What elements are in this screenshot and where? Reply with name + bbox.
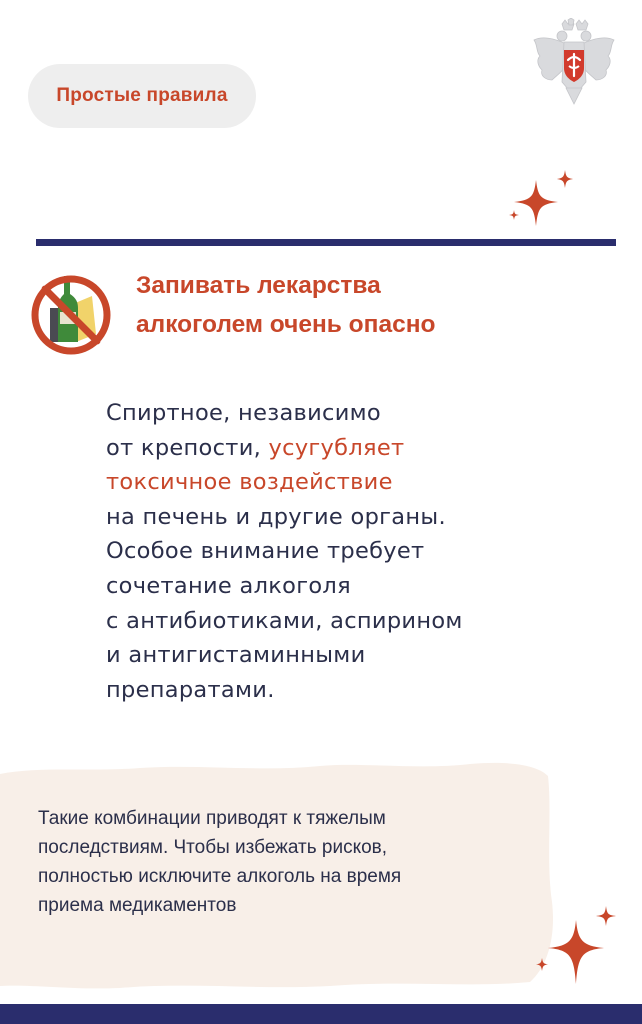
note-line: приема медикаментов: [38, 895, 237, 916]
body-line: и антигистаминными: [106, 642, 366, 669]
rules-tag: [28, 64, 256, 128]
body-line-part: от крепости,: [106, 434, 269, 461]
sparkle-decoration-icon: [508, 170, 580, 232]
note-text: [38, 804, 558, 920]
body-line: с антибиотиками, аспирином: [106, 607, 463, 634]
bottom-divider: [0, 1004, 642, 1024]
heading-line: алкоголем очень опасно: [136, 311, 436, 338]
top-divider: [36, 239, 616, 246]
heading-line: Запивать лекарства: [136, 272, 381, 299]
body-text: [106, 396, 626, 707]
note-line: последствиям. Чтобы избежать рисков,: [38, 837, 388, 858]
body-line: сочетание алкоголя: [106, 572, 351, 599]
body-line: на печень и другие органы.: [106, 503, 446, 530]
body-line: [106, 431, 626, 466]
body-line: Спиртное, независимо: [106, 400, 381, 426]
no-alcohol-icon: [28, 272, 114, 358]
body-line: препаратами.: [106, 676, 275, 703]
note-line: Такие комбинации приводят к тяжелым: [38, 808, 386, 829]
body-line: Особое внимание требует: [106, 538, 425, 565]
body-highlight: усугубляет: [268, 434, 405, 461]
body-highlight: токсичное воздействие: [106, 469, 393, 496]
sparkle-decoration-icon: [532, 906, 622, 988]
double-headed-eagle-emblem-icon: [532, 18, 616, 108]
heading: [136, 266, 616, 344]
note-line: полностью исключите алкоголь на время: [38, 866, 402, 887]
rules-tag-label: Простые правила: [56, 85, 228, 106]
